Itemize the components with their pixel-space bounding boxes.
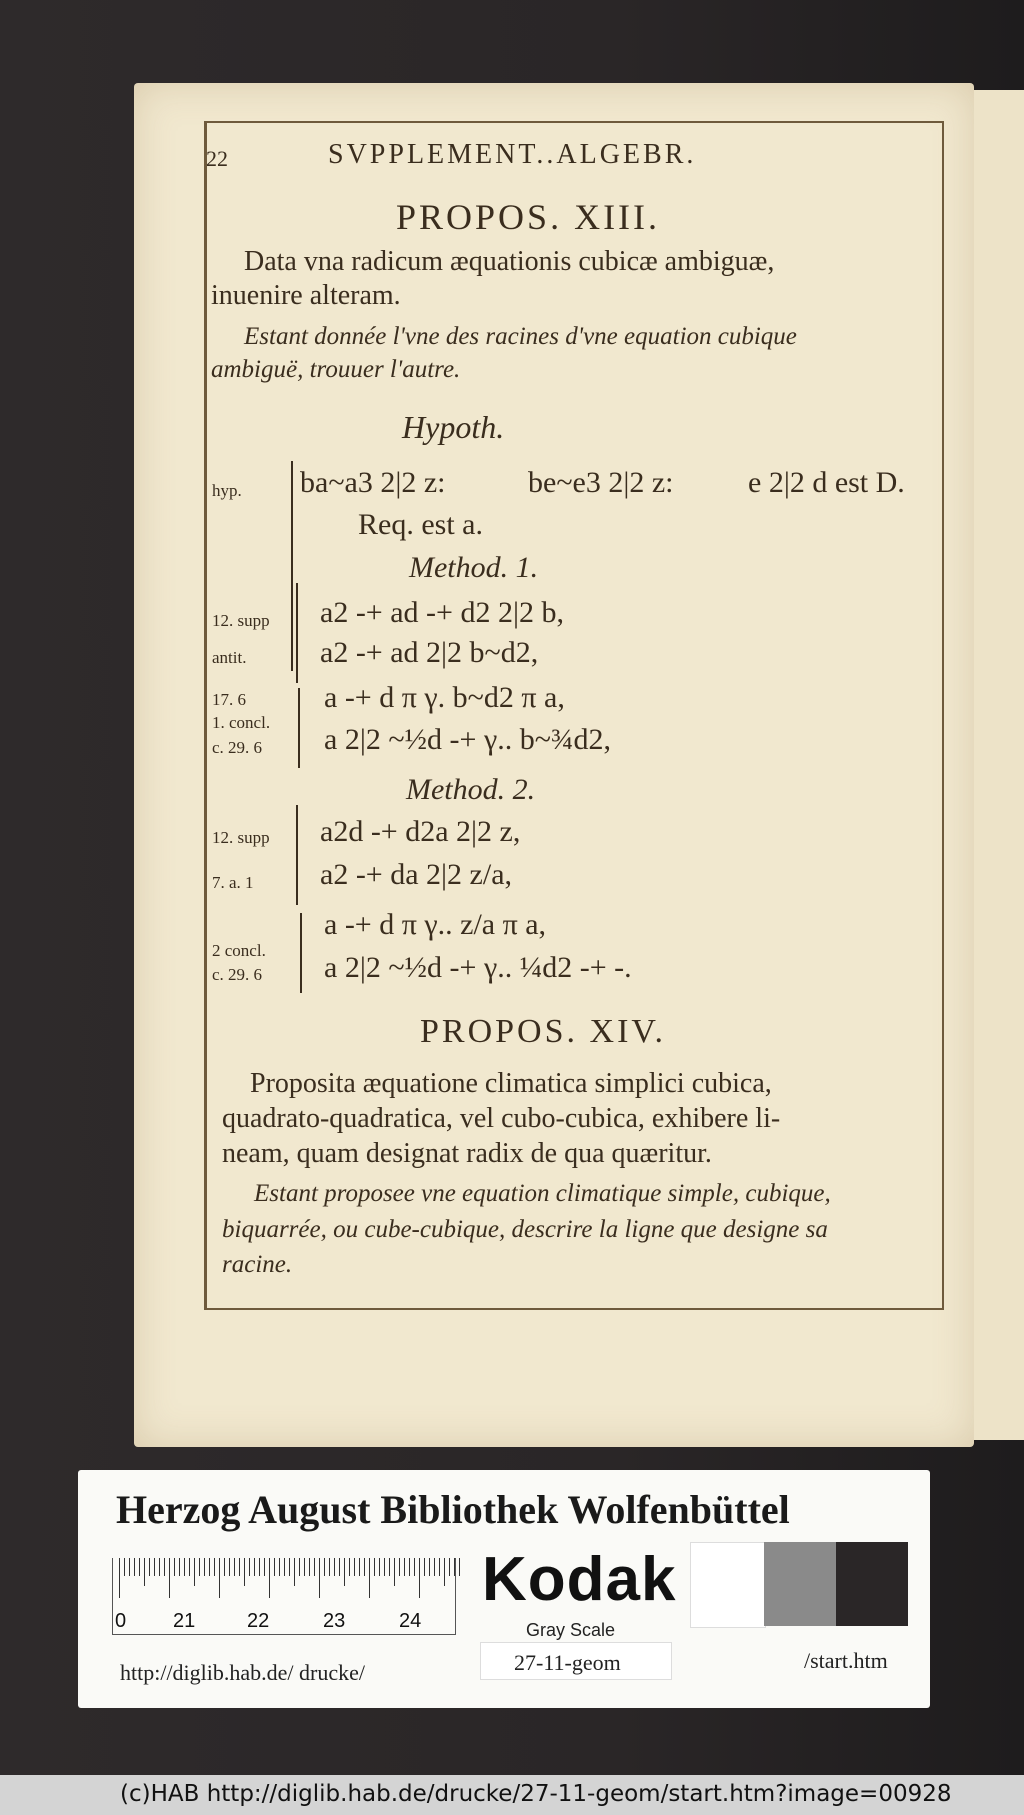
method2-label: Method. 2. (406, 773, 536, 806)
ruler-tick (219, 1558, 220, 1598)
ruler-tick (264, 1558, 265, 1576)
prop13-french-line-2: ambiguë, trouuer l'autre. (211, 356, 461, 383)
ruler-tick (134, 1558, 135, 1576)
prop14-latin-line-2: quadrato-quadratica, vel cubo-cubica, exhibere li- (222, 1103, 781, 1134)
facing-page-edge (968, 90, 1024, 1440)
ruler-tick (349, 1558, 350, 1576)
ruler-tick (244, 1558, 245, 1586)
prop14-french-line-2: biquarrée, ou cube-cubique, descrire la ligne que designe sa (222, 1216, 828, 1243)
ruler-tick (434, 1558, 435, 1576)
m2-equation-2: a2 -+ da 2|2 z/a, (320, 858, 513, 891)
url-suffix: /start.htm (804, 1648, 888, 1673)
ruler-tick (359, 1558, 360, 1576)
ruler-tick (249, 1558, 250, 1576)
ruler-tick (159, 1558, 160, 1576)
ruler-tick (364, 1558, 365, 1576)
ruler-tick (234, 1558, 235, 1576)
m2b-bracket (300, 913, 302, 993)
ruler-tick (304, 1558, 305, 1576)
hyp-equation-2: be~e3 2|2 z: (528, 466, 674, 499)
ruler-tick (204, 1558, 205, 1576)
hyp-bracket (291, 461, 293, 671)
ruler-tick (139, 1558, 140, 1576)
ruler-tick (199, 1558, 200, 1576)
ruler-tick (374, 1558, 375, 1576)
prop13-latin-line-1: Data vna radicum æquationis cubicæ ambiguæ, (244, 246, 775, 277)
m1-bracket (296, 583, 298, 683)
prop13-french-line-1: Estant donnée l'vne des racines d'vne equation cubique (244, 323, 797, 350)
ruler-tick (274, 1558, 275, 1576)
prop14-latin-line-1: Proposita æquatione climatica simplici cubica, (250, 1068, 772, 1099)
m2b-margin-2: c. 29. 6 (212, 965, 263, 984)
ruler-tick (124, 1558, 125, 1576)
ruler-tick (454, 1558, 455, 1576)
footer-copyright: (c)HAB http://diglib.hab.de/drucke/27-11-geom/start.htm?image=00928 (120, 1781, 952, 1807)
ruler-tick (294, 1558, 295, 1586)
hyp-margin-note: hyp. (212, 481, 242, 500)
m1b-margin-2: 1. concl. (212, 713, 271, 732)
ruler-number: 23 (323, 1610, 346, 1632)
m2b-margin-1: 2 concl. (212, 941, 266, 960)
ruler-tick (399, 1558, 400, 1576)
ruler-tick (329, 1558, 330, 1576)
m1-margin-2: antit. (212, 648, 247, 667)
ruler-tick (389, 1558, 390, 1576)
ruler-tick (334, 1558, 335, 1576)
ruler-tick (269, 1558, 270, 1598)
ruler-number: 21 (173, 1610, 196, 1632)
ruler-tick (254, 1558, 255, 1576)
m1b-bracket (298, 688, 300, 768)
gray-swatch-white (690, 1542, 766, 1628)
ruler-tick (409, 1558, 410, 1576)
m2-margin-1: 12. supp (212, 828, 270, 847)
ruler (112, 1558, 456, 1635)
hypoth-label: Hypoth. (402, 409, 505, 445)
hyp-equation-1: ba~a3 2|2 z: (300, 466, 446, 499)
hyp-equation-3: e 2|2 d est D. (748, 466, 905, 499)
ruler-tick (299, 1558, 300, 1576)
m2b-equation-2: a 2|2 ~½d -+ γ.. ¼d2 -+ -. (324, 951, 632, 984)
m2b-equation-1: a -+ d π γ.. z/a π a, (324, 908, 547, 941)
ruler-number: 22 (247, 1610, 270, 1632)
book-page (134, 83, 974, 1447)
ruler-tick (284, 1558, 285, 1576)
ruler-tick (119, 1558, 120, 1598)
ruler-tick (419, 1558, 420, 1598)
m2-bracket (296, 805, 298, 905)
m1-equation-2: a2 -+ ad 2|2 b~d2, (320, 636, 539, 669)
ruler-tick (319, 1558, 320, 1598)
ruler-tick (224, 1558, 225, 1576)
ruler-tick (424, 1558, 425, 1576)
m2-margin-2: 7. a. 1 (212, 873, 254, 892)
ruler-tick (154, 1558, 155, 1576)
ruler-tick (429, 1558, 430, 1576)
ruler-tick (344, 1558, 345, 1586)
prop14-latin-line-3: neam, quam designat radix de qua quæritur. (222, 1138, 712, 1169)
url-id: 27-11-geom (514, 1650, 621, 1675)
footer-bar (0, 1775, 1024, 1815)
url-prefix: http://diglib.hab.de/ drucke/ (120, 1660, 366, 1685)
ruler-tick (449, 1558, 450, 1576)
prop13-latin-line-2: inuenire alteram. (211, 280, 401, 311)
ruler-tick (144, 1558, 145, 1586)
ruler-number: 0 (115, 1610, 127, 1632)
ruler-tick (129, 1558, 130, 1576)
gray-scale-label: Gray Scale (526, 1620, 616, 1640)
running-title: SVPPLEMENT..ALGEBR. (328, 139, 697, 170)
ruler-tick (229, 1558, 230, 1576)
ruler-tick (289, 1558, 290, 1576)
ruler-tick (414, 1558, 415, 1576)
ruler-number: 24 (399, 1610, 422, 1632)
ruler-tick (384, 1558, 385, 1576)
method1-label: Method. 1. (409, 551, 539, 584)
ruler-tick (209, 1558, 210, 1576)
ruler-tick (379, 1558, 380, 1576)
m2-equation-1: a2d -+ d2a 2|2 z, (320, 815, 521, 848)
m1-margin-1: 12. supp (212, 611, 270, 630)
ruler-tick (194, 1558, 195, 1586)
prop13-heading: PROPOS. XIII. (396, 197, 661, 237)
ruler-tick (174, 1558, 175, 1576)
ruler-tick (239, 1558, 240, 1576)
library-target-card (78, 1470, 930, 1708)
ruler-tick (459, 1558, 460, 1576)
ruler-tick (324, 1558, 325, 1576)
ruler-tick (184, 1558, 185, 1576)
ruler-tick (164, 1558, 165, 1576)
ruler-tick (259, 1558, 260, 1576)
library-name: Herzog August Bibliothek Wolfenbüttel (116, 1487, 790, 1532)
page-number: 22 (206, 146, 228, 171)
m1b-equation-2: a 2|2 ~½d -+ γ.. b~¾d2, (324, 723, 611, 756)
ruler-tick (339, 1558, 340, 1576)
m1b-equation-1: a -+ d π γ. b~d2 π a, (324, 681, 565, 714)
m1-equation-1: a2 -+ ad -+ d2 2|2 b, (320, 596, 564, 629)
ruler-tick (309, 1558, 310, 1576)
m1b-margin-3: c. 29. 6 (212, 738, 263, 757)
gray-swatch-dark (836, 1542, 908, 1626)
kodak-logo: Kodak (482, 1545, 677, 1614)
gray-swatch-mid (764, 1542, 836, 1626)
ruler-tick (354, 1558, 355, 1576)
ruler-tick (444, 1558, 445, 1586)
ruler-tick (394, 1558, 395, 1586)
requirement: Req. est a. (358, 508, 483, 541)
ruler-tick (189, 1558, 190, 1576)
ruler-tick (439, 1558, 440, 1576)
ruler-tick (214, 1558, 215, 1576)
ruler-tick (279, 1558, 280, 1576)
ruler-tick (179, 1558, 180, 1576)
prop14-heading: PROPOS. XIV. (420, 1013, 667, 1050)
ruler-tick (149, 1558, 150, 1576)
prop14-french-line-1: Estant proposee vne equation climatique simple, cubique, (254, 1180, 831, 1207)
ruler-tick (169, 1558, 170, 1598)
ruler-tick (314, 1558, 315, 1576)
ruler-tick (404, 1558, 405, 1576)
prop14-french-line-3: racine. (222, 1251, 293, 1278)
m1b-margin-1: 17. 6 (212, 690, 246, 709)
ruler-tick (369, 1558, 370, 1598)
